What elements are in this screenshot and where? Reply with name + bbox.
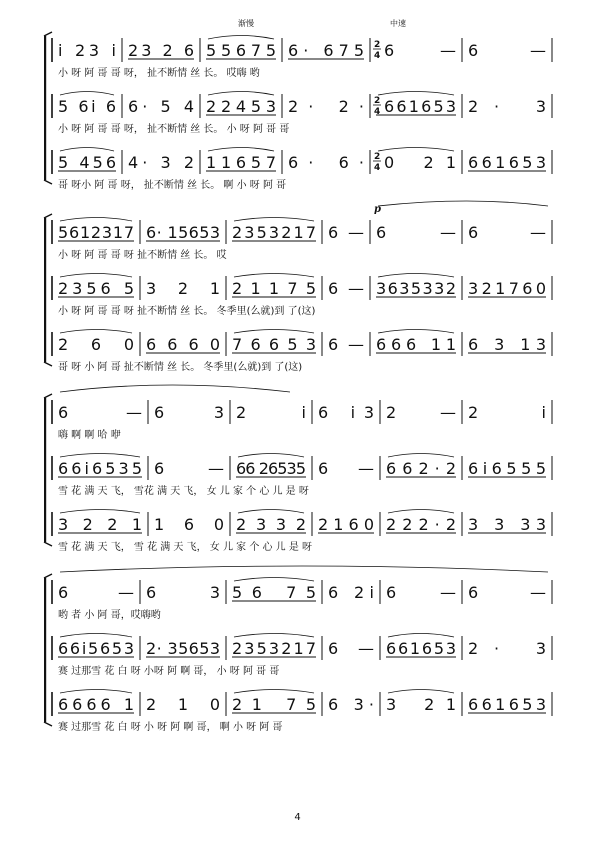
measure-notes: 6 — <box>468 41 546 60</box>
system-bracket-bottom <box>44 542 52 546</box>
slur <box>208 148 274 152</box>
measure-notes: 2· 35653 <box>146 639 220 658</box>
measure-notes: 6· 675 <box>288 41 364 60</box>
measure-notes: 6 6 6 0 <box>146 335 220 354</box>
system-bracket <box>44 218 46 362</box>
measure-notes: 21175 <box>232 279 316 298</box>
lyrics-line: 小 呀 阿 哥 哥 呀 扯不断情 丝 长。 哎 <box>58 250 227 261</box>
measure-notes: 6 — <box>58 403 142 422</box>
measure-notes: 6 — <box>328 335 364 354</box>
measure-notes: 6 3 13 <box>468 335 546 354</box>
measure-notes: 66i5653 <box>58 639 134 658</box>
lyrics-line: 赛 过那雪 花 白 呀 小呀 阿 啊 哥， 小 呀 阿 哥 哥 <box>58 666 280 677</box>
measure-notes: 6 3· <box>328 695 374 714</box>
measure-notes: 6· 5 4 <box>128 97 194 116</box>
measure-notes: 21 75 <box>232 695 316 714</box>
slur <box>60 330 132 334</box>
measure-notes: 222·2 <box>386 515 456 534</box>
measure-notes: 2 6 0 <box>58 335 134 354</box>
slur <box>234 330 314 334</box>
lyrics-line: 小 呀 阿 哥 哥 呀， 扯不断情 丝 长。 哎嗨 哟 <box>58 68 260 79</box>
measure-notes: 2 i <box>468 403 546 422</box>
measure-notes: 3 2 1 <box>146 279 220 298</box>
measure-notes: 0 21 <box>384 153 456 172</box>
tempo-mark-moderate: 中速 <box>390 19 406 28</box>
slur <box>378 148 454 152</box>
slur <box>234 634 314 638</box>
measure-notes: 3 21 <box>386 695 456 714</box>
time-signature-top: 2 <box>374 96 381 106</box>
measure-notes: 23 2 6 <box>128 41 194 60</box>
measure-notes: 6 — <box>328 639 374 658</box>
slur <box>60 510 140 514</box>
slur <box>60 218 132 222</box>
time-signature-bottom: 4 <box>374 163 381 173</box>
measure-notes: 6 — <box>328 279 364 298</box>
measure-notes: 6 — <box>318 459 374 478</box>
slur <box>238 510 304 514</box>
measure-notes: 661653 <box>468 153 546 172</box>
measure-notes: 6 — <box>384 41 456 60</box>
lyrics-line: 嗨 啊 啊 哈 咿 <box>58 430 121 441</box>
measure-notes: 6 — <box>154 459 224 478</box>
measure-notes: 661653 <box>384 97 456 116</box>
measure-notes: 661653 <box>468 695 546 714</box>
system-bracket-bottom <box>44 180 52 184</box>
measure-notes: 2353217 <box>232 639 316 658</box>
measure-notes: 666 11 <box>376 335 456 354</box>
slur <box>60 274 132 278</box>
measure-notes: 66i6535 <box>58 459 142 478</box>
measure-notes: 6i6555 <box>468 459 546 478</box>
time-signature-bottom: 4 <box>374 107 381 117</box>
system-bracket-top <box>44 32 52 36</box>
slur <box>378 274 454 278</box>
system-bracket <box>44 578 46 722</box>
measure-notes: 2 i <box>236 403 306 422</box>
time-signature-top: 2 <box>374 152 381 162</box>
system-bracket-top <box>44 214 52 218</box>
measure-notes: 5 456 <box>58 153 116 172</box>
lyrics-line: 赛 过那雪 花 白 呀 小 呀 阿 啊 哥， 啊 小 呀 阿 哥 <box>58 722 283 733</box>
slur <box>388 690 454 694</box>
lyrics-line: 小 呀 阿 哥 哥 呀， 扯不断情 丝 长。 小 呀 阿 哥 哥 <box>58 124 290 135</box>
lyrics-line: 哥 呀小 阿 哥 呀， 扯不断情 丝 长。 啊 小 呀 阿 哥 <box>58 180 287 191</box>
measure-notes: 55675 <box>206 41 276 60</box>
slur <box>388 634 454 638</box>
system-bracket-bottom <box>44 362 52 366</box>
page-number: 4 <box>294 812 301 823</box>
measure-notes: 56 75 <box>232 583 316 602</box>
measure-notes: 1 6 0 <box>154 515 224 534</box>
measure-notes: 3221 <box>58 515 142 534</box>
measure-notes: 662·2 <box>386 459 456 478</box>
tempo-mark-slowing: 渐慢 <box>238 19 254 28</box>
measure-notes: 6· 6· <box>288 153 364 172</box>
measure-notes: 6 2i <box>328 583 374 602</box>
measure-notes: 2· 3 <box>468 97 546 116</box>
measure-notes: 76653 <box>232 335 316 354</box>
system-bracket-top <box>44 394 52 398</box>
slur <box>60 690 132 694</box>
slur <box>60 148 114 152</box>
slur <box>234 274 314 278</box>
measure-notes: 2· 2· <box>288 97 364 116</box>
measure-notes: i 23 i <box>58 41 116 60</box>
measure-notes: 321760 <box>468 279 546 298</box>
time-signature-bottom: 4 <box>374 51 381 61</box>
slur <box>238 454 304 458</box>
measure-notes: 2· 3 <box>468 639 546 658</box>
measure-notes: 2356 5 <box>58 279 134 298</box>
slur <box>60 92 114 96</box>
measure-notes: 6 3 <box>154 403 224 422</box>
measure-notes: 2 3 3 2 <box>236 515 306 534</box>
slur <box>234 218 314 222</box>
measure-notes: 6 3 <box>146 583 220 602</box>
measure-notes: 4· 3 2 <box>128 153 194 172</box>
slur <box>234 690 314 694</box>
phrase-slur <box>60 385 290 392</box>
measure-notes: 6 — <box>386 583 456 602</box>
dynamic-mark: p <box>374 204 381 215</box>
slur <box>208 92 274 96</box>
slur <box>234 578 314 582</box>
slur <box>378 330 454 334</box>
measure-notes: 661653 <box>386 639 456 658</box>
measure-notes: 2 — <box>386 403 456 422</box>
phrase-slur <box>60 566 548 572</box>
lyrics-line: 哥 呀 小 阿 哥 扯不断情 丝 长。 冬季里(么就)到 了(这) <box>58 362 303 373</box>
time-signature-top: 2 <box>374 40 381 50</box>
lyrics-line: 小 呀 阿 哥 哥 呀 扯不断情 丝 长。 冬季里(么就)到 了(这) <box>58 306 316 317</box>
system-bracket <box>44 398 46 542</box>
lyrics-line: 雪 花 满 天 飞， 雪 花 满 天 飞， 女 儿 家 个 心 儿 是 呀 <box>58 542 313 553</box>
lyrics-line: 哟 者 小 阿 哥，哎嗨哟 <box>58 610 161 621</box>
slur <box>60 634 132 638</box>
system-bracket <box>44 36 46 180</box>
slur <box>388 510 454 514</box>
slur <box>60 454 140 458</box>
measure-notes: 2 1 0 <box>146 695 220 714</box>
measure-notes: 3635332 <box>376 279 456 298</box>
measure-notes: 6666 1 <box>58 695 134 714</box>
measure-notes: 6 — <box>376 223 456 242</box>
measure-notes: 5612317 <box>58 223 134 242</box>
slur <box>378 92 454 96</box>
measure-notes: 6 — <box>468 583 546 602</box>
measure-notes: 11657 <box>206 153 276 172</box>
slur <box>208 36 274 40</box>
slur <box>388 454 454 458</box>
measure-notes: 6 i3 <box>318 403 374 422</box>
measure-notes: 2 1 6 0 <box>318 515 374 534</box>
phrase-slur <box>378 201 548 206</box>
measure-notes: 6· 15653 <box>146 223 220 242</box>
measure-notes: 3 3 33 <box>468 515 546 534</box>
measure-notes: 6 — <box>468 223 546 242</box>
measure-notes: 6 — <box>328 223 364 242</box>
measure-notes: 66 26535 <box>236 459 306 478</box>
measure-notes: 6 — <box>58 583 134 602</box>
measure-notes: 5 6i 6 <box>58 97 116 116</box>
system-bracket-bottom <box>44 722 52 726</box>
lyrics-line: 雪 花 满 天 飞， 雪花 满 天 飞， 女 儿 家 个 心 儿 是 呀 <box>58 486 309 497</box>
measure-notes: 22453 <box>206 97 276 116</box>
system-bracket-top <box>44 574 52 578</box>
measure-notes: 2353217 <box>232 223 316 242</box>
